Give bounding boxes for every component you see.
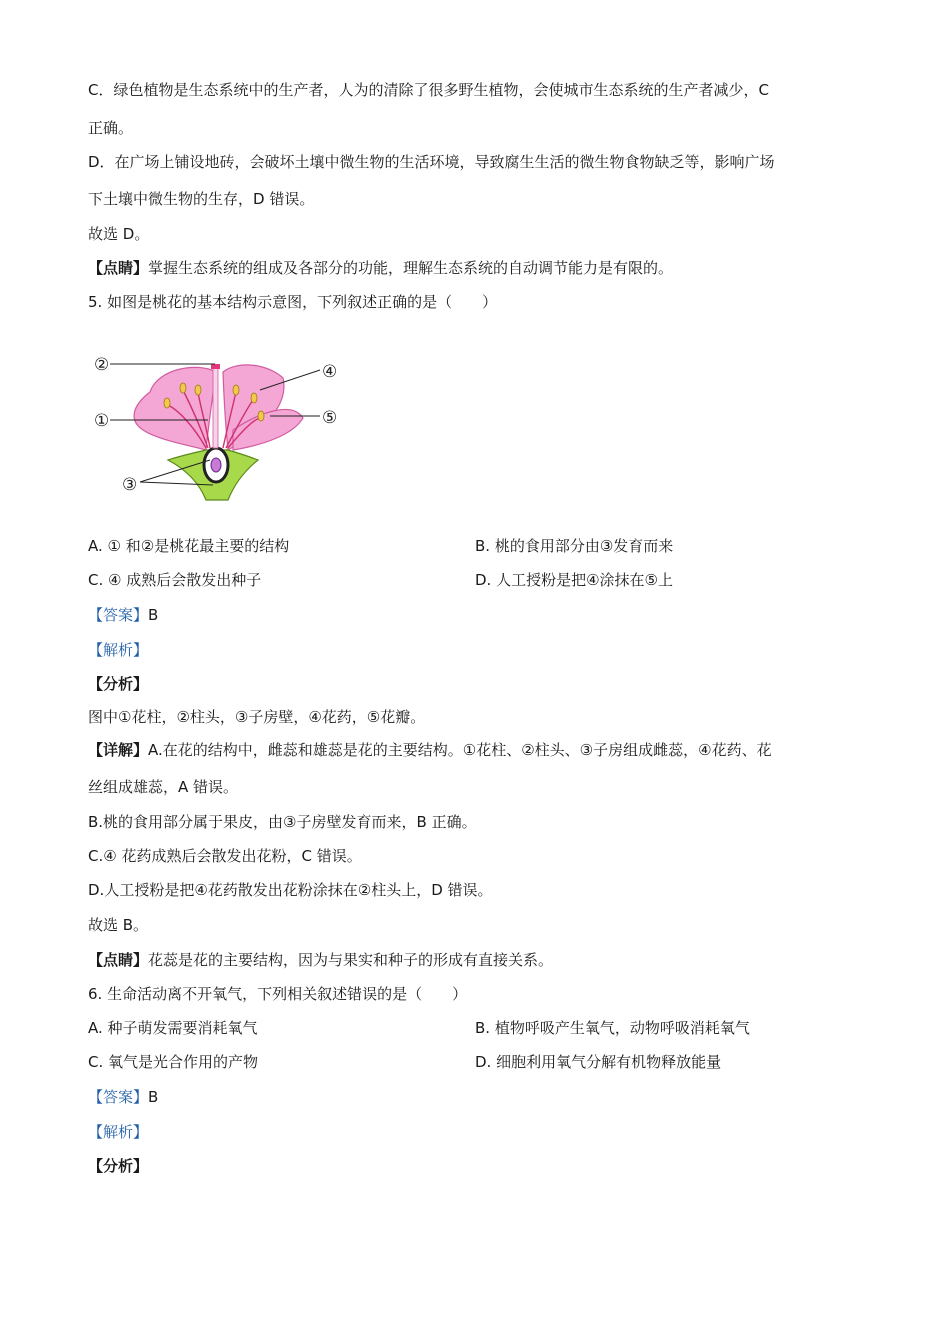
label-3: ③ <box>122 475 138 495</box>
prev-option-d-line1: D．在广场上铺设地砖，会破坏土壤中微生物的生活环境，导致腐生生活的微生物食物缺乏等，影响广场 <box>88 153 775 171</box>
q6-option-d: D. 细胞利用氧气分解有机物释放能量 <box>475 1053 722 1071</box>
answer-label: 【答案】 <box>88 1088 149 1106</box>
label-5: ⑤ <box>322 408 338 428</box>
q5-fenxi-text: 图中①花柱，②柱头，③子房壁，④花药，⑤花瓣。 <box>88 708 426 726</box>
q5-tip <box>88 950 553 970</box>
ovule <box>211 458 221 472</box>
q5-fenxi-label: 【分析】 <box>88 675 149 693</box>
prev-option-c-line2: 正确。 <box>88 119 134 137</box>
q5-option-a: A. ① 和②是桃花最主要的结构 <box>88 537 290 555</box>
detail-label: 【详解】 <box>88 741 149 759</box>
peach-flower-diagram <box>88 350 358 510</box>
prev-option-c-line1: C．绿色植物是生态系统中的生产者，人为的清除了很多野生植物，会使城市生态系统的生产者减少，C <box>88 81 769 99</box>
q5-option-b: B. 桃的食用部分由③发育而来 <box>475 537 674 555</box>
q6-option-c: C. 氧气是光合作用的产物 <box>88 1053 259 1071</box>
answer-label: 【答案】 <box>88 606 149 624</box>
prev-option-d-line2: 下土壤中微生物的生存，D 错误。 <box>88 190 315 208</box>
q5-option-d: D. 人工授粉是把④涂抹在⑤上 <box>475 571 673 589</box>
q5-question: 5. 如图是桃花的基本结构示意图，下列叙述正确的是（ ） <box>88 293 498 311</box>
q6-analysis-label: 【解析】 <box>88 1123 149 1141</box>
q5-detail-b: B.桃的食用部分属于果皮，由③子房壁发育而来，B 正确。 <box>88 813 477 831</box>
prev-tip <box>88 258 673 278</box>
q5-answer <box>88 605 158 625</box>
q6-fenxi-label: 【分析】 <box>88 1157 149 1175</box>
tip-text: 花蕊是花的主要结构，因为与果实和种子的形成有直接关系。 <box>148 951 554 969</box>
tip-text: 掌握生态系统的组成及各部分的功能，理解生态系统的自动调节能力是有限的。 <box>148 259 674 277</box>
q6-option-a: A. 种子萌发需要消耗氧气 <box>88 1019 258 1037</box>
label-1: ① <box>94 411 110 431</box>
style <box>213 366 218 448</box>
q6-answer <box>88 1087 158 1107</box>
q6-option-b: B. 植物呼吸产生氧气，动物呼吸消耗氧气 <box>475 1019 750 1037</box>
stigma <box>211 364 220 369</box>
label-4: ④ <box>322 362 338 382</box>
q5-option-c: C. ④ 成熟后会散发出种子 <box>88 571 262 589</box>
tip-label: 【点睛】 <box>88 951 149 969</box>
answer-value: B <box>148 1088 159 1106</box>
q5-detail-line1 <box>88 740 772 760</box>
q5-detail-line2: 丝组成雄蕊，A 错误。 <box>88 778 239 796</box>
detail-text: A.在花的结构中，雌蕊和雄蕊是花的主要结构。①花柱、②柱头、③子房组成雌蕊，④花药、花 <box>148 741 772 759</box>
q5-detail-d: D.人工授粉是把④花药散发出花粉涂抹在②柱头上，D 错误。 <box>88 881 493 899</box>
label-2: ② <box>94 355 110 375</box>
q5-detail-c: C.④ 花药成熟后会散发出花粉，C 错误。 <box>88 847 362 865</box>
tip-label: 【点睛】 <box>88 259 149 277</box>
prev-choice: 故选 D。 <box>88 225 150 243</box>
q6-question: 6. 生命活动离不开氧气，下列相关叙述错误的是（ ） <box>88 985 468 1003</box>
answer-value: B <box>148 606 159 624</box>
q5-analysis-label: 【解析】 <box>88 641 149 659</box>
q5-choice: 故选 B。 <box>88 916 149 934</box>
